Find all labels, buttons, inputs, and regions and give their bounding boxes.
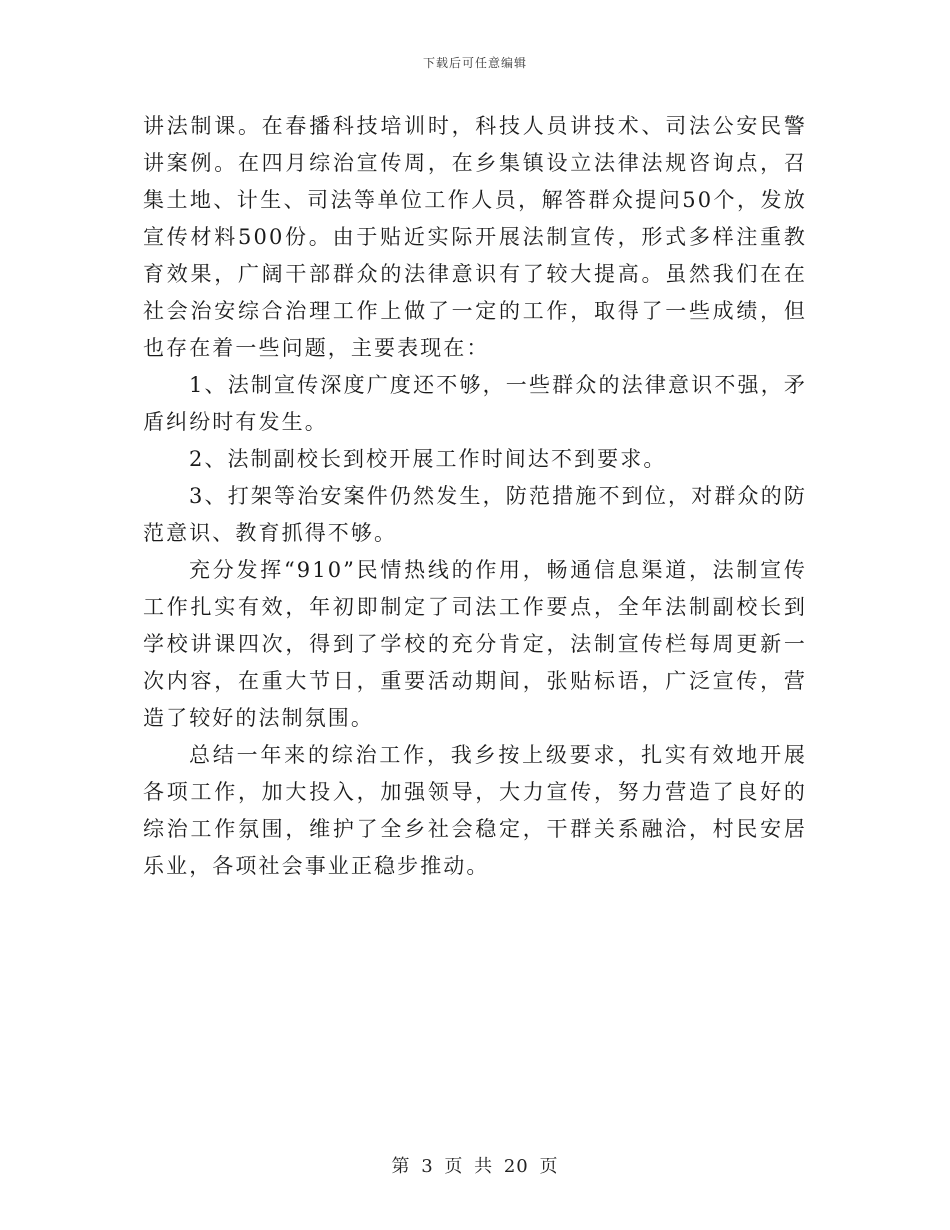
paragraph-list-item-2: 2、法制副校长到校开展工作时间达不到要求。 (189, 447, 667, 471)
document-body (143, 108, 807, 885)
paragraph: 总结一年来的综治工作，我乡按上级要求，扎实有效地开展各项工作，加大投入，加强领导，大力宣传，努力营造了良好的综治工作氛围，维护了全乡社会稳定，干群关系融洽，村民安居乐业，各项社会事业正稳步推动。 (143, 743, 807, 878)
paragraph-list-item-1: 1、法制宣传深度广度还不够，一些群众的法律意识不强，矛盾纠纷时有发生。 (143, 373, 807, 434)
page-number-footer: 第 3 页 共 20 页 (391, 1156, 559, 1177)
paragraph-list-item-3: 3、打架等治安案件仍然发生，防范措施不到位，对群众的防范意识、教育抓得不够。 (143, 484, 807, 545)
paragraph: 充分发挥“910”民情热线的作用，畅通信息渠道，法制宣传工作扎实有效，年初即制定了司法工作要点，全年法制副校长到学校讲课四次，得到了学校的充分肯定，法制宣传栏每周更新一次内容，在重大节日，重要活动期间，张贴标语，广泛宣传，营造了较好的法制氛围。 (143, 558, 807, 730)
header-note: 下载后可任意编辑 (422, 56, 527, 70)
paragraph: 讲法制课。在春播科技培训时，科技人员讲技术、司法公安民警讲案例。在四月综治宣传周，在乡集镇设立法律法规咨询点，召集土地、计生、司法等单位工作人员，解答群众提问50个，发放宣传材料500份。由于贴近实际开展法制宣传，形式多样注重教育效果，广阔干部群众的法律意识有了较大提高。虽然我们在在社会治安综合治理工作上做了一定的工作，取得了一些成绩，但也存在着一些问题，主要表现在： (143, 114, 807, 360)
